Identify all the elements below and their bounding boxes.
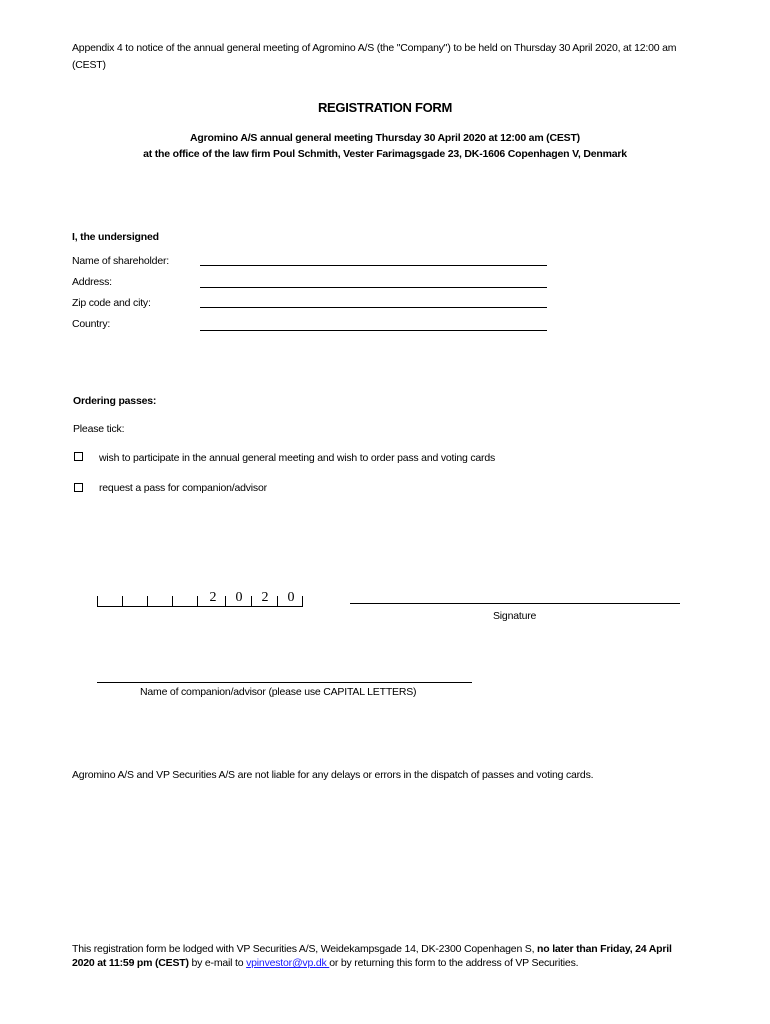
- date-field[interactable]: [97, 592, 303, 607]
- shareholder-name-field[interactable]: [200, 265, 547, 266]
- footer-deadline: no later than Friday, 24 April 2020 at 11:59 pm (CEST): [72, 943, 672, 969]
- shareholder-name-label: Name of shareholder:: [72, 255, 169, 267]
- footer-text-1: This registration form be lodged with VP Securities A/S, Weidekampsgade 14, DK-2300 Copenhagen S,: [72, 943, 538, 955]
- disclaimer-text: Agromino A/S and VP Securities A/S are not liable for any delays or errors in the dispatch of passes and voting cards.: [72, 769, 594, 781]
- country-label: Country:: [72, 318, 111, 330]
- footer-note: [72, 942, 692, 970]
- companion-pass-checkbox[interactable]: [74, 483, 83, 492]
- country-field[interactable]: [200, 330, 547, 331]
- participate-checkbox[interactable]: [74, 452, 83, 461]
- companion-pass-option-label: request a pass for companion/advisor: [99, 482, 267, 494]
- date-year-digit: 2: [261, 590, 269, 605]
- email-link[interactable]: vpinvestor@vp.dk: [246, 957, 330, 969]
- signature-field[interactable]: [350, 603, 680, 604]
- participate-option-label: wish to participate in the annual general meeting and wish to order pass and voting cards: [99, 452, 496, 464]
- undersigned-heading: I, the undersigned: [72, 231, 159, 243]
- please-tick-text: Please tick:: [73, 423, 125, 435]
- date-year-digit: 0: [287, 590, 295, 605]
- date-end-cell: [302, 596, 328, 606]
- footer-text-2: by e-mail to: [188, 957, 247, 969]
- zip-city-field[interactable]: [200, 307, 547, 308]
- date-year-digit: 2: [209, 590, 217, 605]
- companion-name-label: Name of companion/advisor (please use CAPITAL LETTERS): [140, 686, 417, 698]
- signature-label: Signature: [493, 610, 537, 622]
- date-year-digit: 0: [235, 590, 243, 605]
- date-month-cell-1: [147, 596, 173, 606]
- date-day-cell-2: [122, 596, 148, 606]
- date-month-cell-2: [172, 596, 198, 606]
- zip-city-label: Zip code and city:: [72, 297, 151, 309]
- page-title: REGISTRATION FORM: [317, 100, 453, 115]
- address-label: Address:: [72, 276, 112, 288]
- ordering-heading: Ordering passes:: [73, 395, 157, 407]
- meeting-subtitle-line2: at the office of the law firm Poul Schmith, Vester Farimagsgade 23, DK-1606 Copenhagen V, Denmark: [143, 148, 627, 160]
- meeting-subtitle-line1: Agromino A/S annual general meeting Thursday 30 April 2020 at 12:00 am (CEST): [190, 132, 580, 144]
- address-field[interactable]: [200, 287, 547, 288]
- intro-text: Appendix 4 to notice of the annual general meeting of Agromino A/S (the "Company") to be held on Thursday 30 April 2020, at 12:00 am (CEST): [72, 42, 677, 71]
- footer-text-3: or by returning this form to the address of VP Securities.: [329, 957, 579, 969]
- companion-name-field[interactable]: [97, 682, 472, 683]
- date-day-cell-1: [97, 596, 123, 606]
